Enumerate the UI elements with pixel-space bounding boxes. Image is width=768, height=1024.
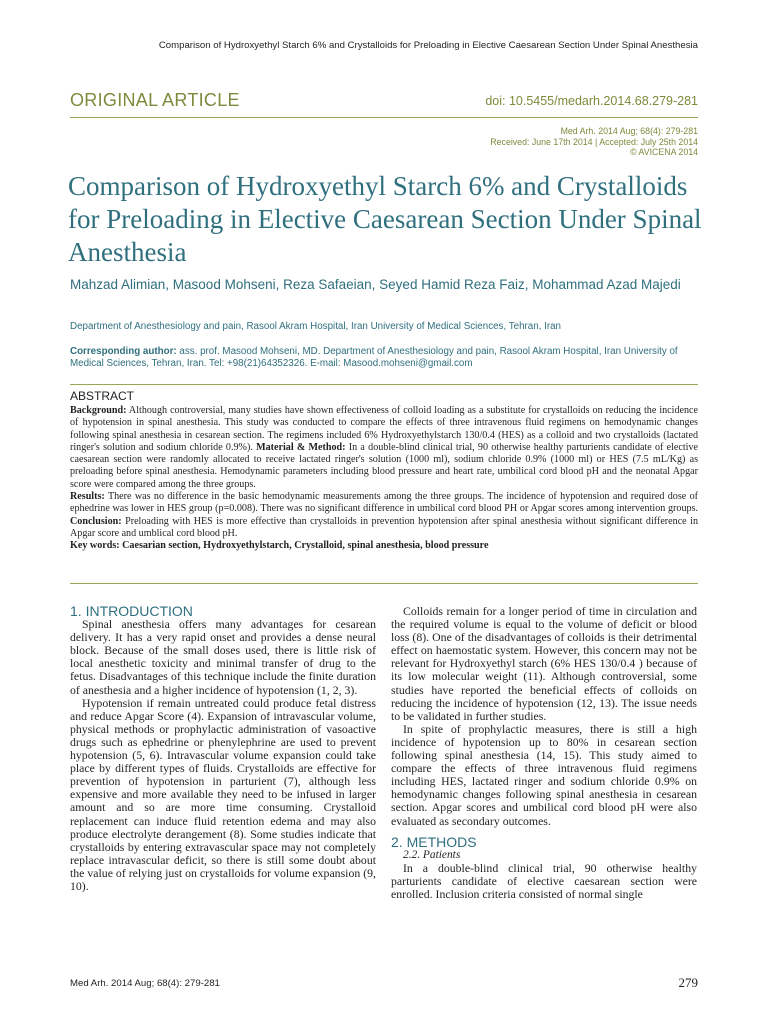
methods-text: In a double-blind clinical trial, 90 otherwise healthy parturients candidate of elective caesarean section were randomly allocated to receive lactated ringer's solution (1000 ml), sodium chloride 0.9% (1000 ml) or HES (7.5 mL/Kg) as preloading before spinal anesthesia. Hemodynamic parameters including blood pressure and heart rate, umbilical cord blood pH and the neonatal Apgar score were compared among the three groups. — [70, 441, 699, 490]
abstract-bottom-rule — [70, 583, 698, 584]
methods-heading: 2. METHODS — [391, 833, 477, 850]
keywords — [70, 540, 698, 552]
corresponding-label: Corresponding author: — [70, 346, 177, 357]
body-paragraph: Colloids remain for a longer period of time in circulation and the required volume is equal to the volume of deficit or blood loss (8). One of the disadvantages of colloids is their detrimental effect on haemostatic system. However, this concern may not be relevant for Hydroxyethyl starch (6% HES 130/0.4 ) because of its low molecular weight (11). Although controversial, some studies have reported the beneficial effects of colloids on reducing the incidence of hypotension (12, 13). The issue needs to be validated in further studies. — [391, 604, 697, 723]
abstract-body — [70, 405, 698, 553]
article-meta — [490, 126, 698, 158]
right-column — [391, 605, 697, 901]
abstract-paragraph — [70, 405, 698, 491]
keywords-text: Key words: Caesarian section, Hydroxyethylstarch, Crystalloid, spinal anesthesia, blood pressure — [70, 540, 489, 552]
journal-citation: Med Arh. 2014 Aug; 68(4): 279-281 — [560, 126, 698, 136]
background-label: Background: — [70, 405, 127, 416]
patients-subheading: 2.2. Patients — [403, 848, 461, 861]
received-accepted-dates: Received: June 17th 2014 | Accepted: July 25th 2014 — [490, 136, 698, 147]
footer-citation: Med Arh. 2014 Aug; 68(4): 279-281 — [70, 978, 220, 989]
corresponding-author — [70, 346, 700, 370]
background-text: Although controversial, many studies have shown effectiveness of colloid loading as a substitute for crystalloids on reducing the incidence of hypotension in spinal anesthesia. This study was conducted to compare the effects of three intravenous fluid regimens on hemodynamic changes following spinal anesthesia in cesarean section. The regimens included 6% Hydroxyethylstarch 130/0.4 (HES) as a colloid and two crystalloids (lactated ringer's solution and sodium chloride 0.9%). — [70, 405, 698, 453]
author-list: Mahzad Alimian, Masood Mohseni, Reza Safaeian, Seyed Hamid Reza Faiz, Mohammad Azad Majedi — [70, 277, 681, 292]
body-paragraph: In spite of prophylactic measures, there is still a high incidence of hypotension up to 80% in cesarean section following spinal anesthesia (14, 15). This study aimed to compare the effects of three intravenous fluid regimens including HES, lactated ringer and sodium chloride 0.9% on hemodynamic changes following spinal anesthesia in cesarean section. Apgar scores and umbilical cord blood pH were also evaluated as secondary outcomes. — [391, 721, 697, 828]
affiliation: Department of Anesthesiology and pain, Rasool Akram Hospital, Iran University of Medical Sciences, Tehran, Iran — [70, 321, 562, 332]
body-paragraph: Hypotension if remain untreated could produce fetal distress and reduce Apgar Score (4). Expansion of intravascular volume, physical methods or prophylactic administration of vasoactive drugs such as ephedrine or phenylephrine are used to prevent hypotension (5, 6). Intravascular volume expansion could take place by different types of fluids. Crystalloids are effective for prevention of hypotension in parturient (7), although less expensive and more available they need to be infused in larger amount and so are more time consuming. Crystalloid replacement can induce fluid retention edema and may also produce electrolyte derangement (8). Some studies indicate that crystalloids by entering extravascular space may not completely replace intravascular deficit, so there is still some doubt about the value of relying just on crystalloids for volume expansion (9, 10). — [70, 695, 376, 893]
conclusion-label: Conclusion: — [70, 515, 122, 527]
left-column — [70, 605, 376, 893]
corresponding-text: ass. prof. Masood Mohseni, MD. Department of Anesthesiology and pain, Rasool Akram Hospital, Iran University of Medical Sciences, Tehran, Iran. Tel: +98(21)64352326. E-mail: Masood.mohseni@gmail.com — [70, 346, 678, 370]
results-label: Results: — [70, 491, 105, 503]
body-paragraph: Spinal anesthesia offers many advantages for cesarean delivery. It has a very rapid onset and provides a dense neural block. Because of the small doses used, there is little risk of local anesthetic toxicity and minimal transfer of drug to the fetus. Disadvantages of this technique include the finite duration of anesthesia and a higher incidence of hypotension (1, 2, 3). — [70, 617, 376, 697]
section-label: ORIGINAL ARTICLE — [70, 90, 240, 110]
introduction-heading: 1. INTRODUCTION — [70, 603, 193, 619]
doi-link[interactable]: doi: 10.5455/medarh.2014.68.279-281 — [485, 94, 698, 108]
page-number: 279 — [678, 975, 698, 990]
body-paragraph: In a double-blind clinical trial, 90 otherwise healthy parturients candidate of elective caesarean section were enrolled. Inclusion criteria consisted of normal single — [391, 860, 697, 901]
running-header: Comparison of Hydroxyethyl Starch 6% and Crystalloids for Preloading in Elective Caesarean Section Under Spinal Anesthesia — [158, 40, 698, 51]
abstract-top-rule — [70, 384, 698, 385]
methods-label: Material & Method: — [256, 441, 346, 453]
copyright: © AVICENA 2014 — [630, 147, 698, 158]
conclusion-text: Preloading with HES is more effective than crystalloids in prevention hypotension after spinal anesthesia without significant difference in Apgar score and umblical cord blood pH. — [70, 515, 698, 539]
header-rule — [70, 117, 698, 118]
article-title: Comparison of Hydroxyethyl Starch 6% and Crystalloids for Preloading in Elective Caesarean Section Under Spinal Anesthesia — [68, 171, 702, 267]
results-text: There was no difference in the basic hemodynamic measurements among the three groups. The incidence of hypotension and required dose of ephedrine was lower in HES group (p=0.008). There was no significant difference in umbilical cord blood PH or Apgar scores among intervention groups. — [70, 491, 698, 515]
abstract-paragraph — [70, 491, 698, 540]
abstract-heading: ABSTRACT — [70, 389, 135, 403]
